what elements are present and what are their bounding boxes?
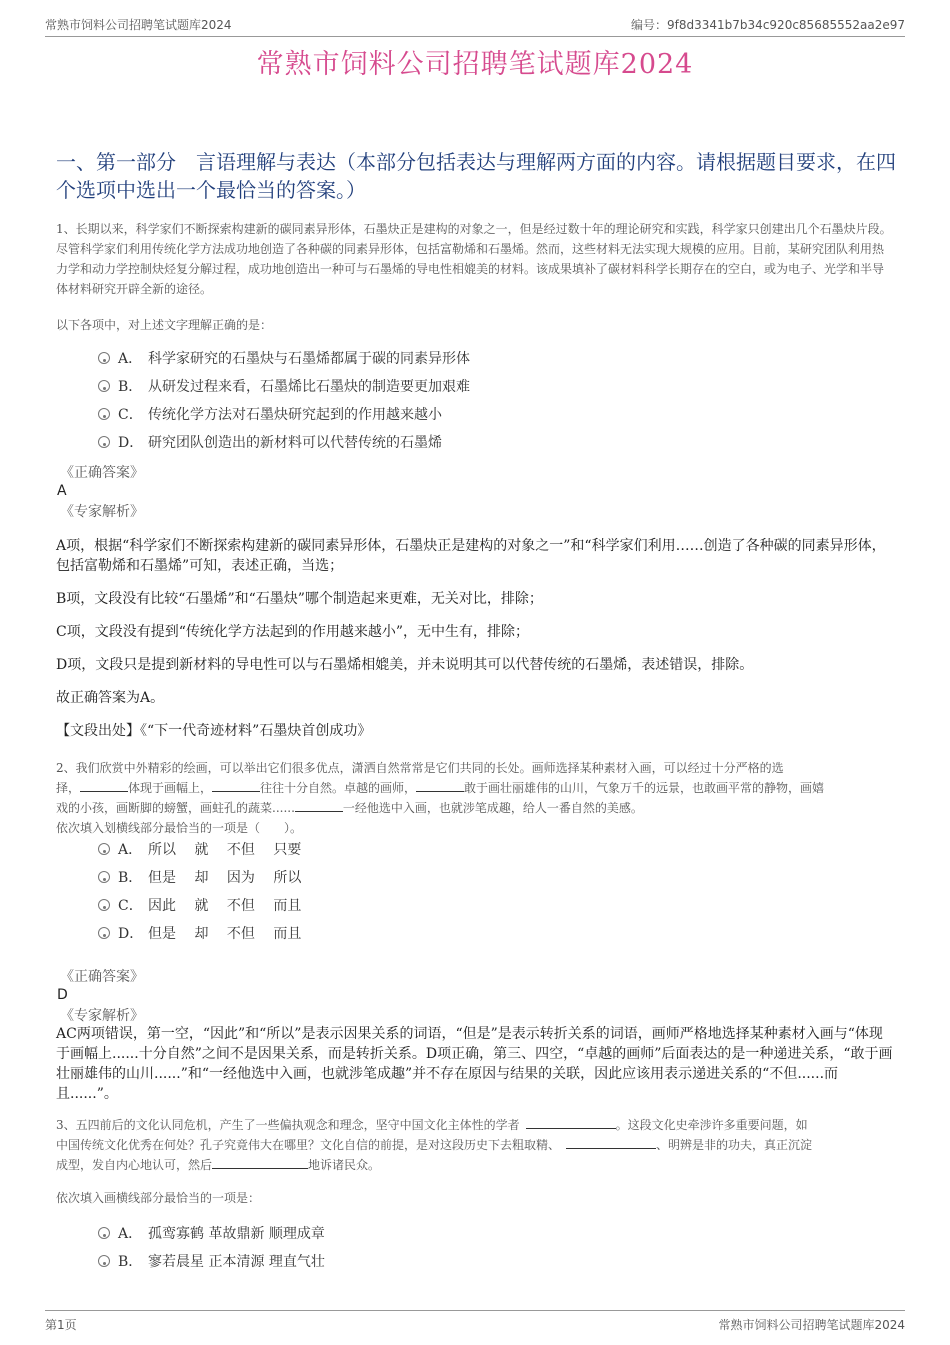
option-letter: A． <box>118 1226 143 1242</box>
option-letter: A． <box>118 842 143 858</box>
radio-icon[interactable] <box>98 436 110 448</box>
blank-line <box>212 779 260 792</box>
option-text: 孤鸾寡鹤 革故鼎新 顺理成章 <box>148 1226 325 1242</box>
q3-option-a[interactable] <box>98 1224 325 1244</box>
option-text: 科学家研究的石墨炔与石墨烯都属于碳的同素异形体 <box>148 351 470 367</box>
q2-stem-part: 体现于画幅上， <box>128 781 213 795</box>
option-text: 因此 就 不但 而且 <box>148 898 302 914</box>
option-letter: C． <box>118 407 143 423</box>
option-text: 传统化学方法对石墨炔研究起到的作用越来越小 <box>148 407 442 423</box>
radio-icon[interactable] <box>98 1227 110 1239</box>
question-3-stem <box>56 1115 894 1175</box>
radio-icon[interactable] <box>98 1255 110 1267</box>
option-text: 寥若晨星 正本清源 理直气壮 <box>148 1254 325 1270</box>
footer-doc-title: 常熟市饲料公司招聘笔试题库2024 <box>718 1318 905 1332</box>
q2-stem-part: 2、我们欣赏中外精彩的绘画，可以举出它们很多优点，潇洒自然常常是它们共同的长处。画师选择某种素材入画，可以经过十分严格的选 <box>56 761 784 775</box>
q1-option-a[interactable] <box>98 349 470 369</box>
option-letter: B． <box>118 379 143 395</box>
q2-analysis: AC两项错误，第一空，“因此”和“所以”是表示因果关系的词语，“但是”是表示转折关系的词语，画师严格地选择某种素材入画与“体现于画幅上......十分自然”之间不是因果关系，而是转折关系。D项正确，第三、四空，“卓越的画师”后面表达的是一种递进关系，“敢于画壮丽雄伟的山川......”和“一经他选中入画，也就涉笔成趣”并不存在原因与结果的关联，因此应该用表示递进关系的“不但......而且......”。 <box>56 1026 893 1102</box>
blank-line <box>212 1156 308 1169</box>
header-doc-title: 常熟市饲料公司招聘笔试题库2024 <box>45 18 232 32</box>
option-text: 所以 就 不但 只要 <box>148 842 302 858</box>
page-header <box>45 14 905 37</box>
blank-line <box>80 779 128 792</box>
q1-analysis-b: B项，文段没有比较“石墨烯”和“石墨炔”哪个制造起来更难，无关对比，排除； <box>56 591 543 607</box>
q1-option-c[interactable] <box>98 405 442 425</box>
radio-icon[interactable] <box>98 352 110 364</box>
header-doc-id: 编号：9f8d3341b7b34c920c85685552aa2e97 <box>631 18 905 32</box>
q3-stem-part: 3、五四前后的文化认同危机，产生了一些偏执观念和理念，坚守中国文化主体性的学者 <box>56 1118 520 1132</box>
radio-icon[interactable] <box>98 408 110 420</box>
section-heading: 一、第一部分 言语理解与表达（本部分包括表达与理解两方面的内容。请根据题目要求，在四个选项中选出一个最恰当的答案。） <box>56 150 896 202</box>
q3-option-b[interactable] <box>98 1252 325 1272</box>
q2-option-b[interactable] <box>98 868 301 888</box>
q2-option-d[interactable] <box>98 924 301 944</box>
radio-icon[interactable] <box>98 871 110 883</box>
q2-answer-label: 《正确答案》 <box>60 969 144 985</box>
q1-analysis-c: C项，文段没有提到“传统化学方法起到的作用越来越小”，无中生有，排除； <box>56 624 530 640</box>
q1-analysis-d: D项，文段只是提到新材料的导电性可以与石墨烯相媲美，并未说明其可以代替传统的石墨烯，表述错误，排除。 <box>56 657 754 673</box>
q2-stem-part: 往往十分自然。卓越的画师， <box>260 781 417 795</box>
option-text: 但是 却 因为 所以 <box>148 870 302 886</box>
blank-line <box>526 1116 616 1129</box>
blank-line <box>295 799 343 812</box>
q3-stem-part: 。这段文化史牵涉许多重要问题，如 <box>615 1118 808 1132</box>
option-letter: B． <box>118 1254 143 1270</box>
blank-line <box>416 779 464 792</box>
option-text: 从研发过程来看，石墨烯比石墨炔的制造要更加艰难 <box>148 379 470 395</box>
blank-line <box>566 1136 656 1149</box>
q2-stem-part: 戏的小孩，画断脚的螃蟹，画蛀孔的蔬菜...... <box>56 801 295 815</box>
option-letter: A． <box>118 351 143 367</box>
question-1-prompt: 以下各项中，对上述文字理解正确的是： <box>56 318 273 332</box>
option-text: 但是 却 不但 而且 <box>148 926 302 942</box>
q3-stem-part: 中国传统文化优秀在何处？孔子究竟伟大在哪里？文化自信的前提，是对这段历史下去粗取精、 <box>56 1138 561 1152</box>
q1-conclusion: 故正确答案为A。 <box>56 690 165 706</box>
page-number: 第1页 <box>45 1318 77 1332</box>
question-2-prompt: 依次填入划横线部分最恰当的一项是（ ）。 <box>56 821 303 835</box>
page-title: 常熟市饲料公司招聘笔试题库2024 <box>256 49 694 80</box>
radio-icon[interactable] <box>98 843 110 855</box>
q2-option-a[interactable] <box>98 840 301 860</box>
q1-option-d[interactable] <box>98 433 442 453</box>
page-footer <box>45 1310 905 1335</box>
radio-icon[interactable] <box>98 899 110 911</box>
q1-option-b[interactable] <box>98 377 470 397</box>
radio-icon[interactable] <box>98 380 110 392</box>
q3-stem-part: 地诉诸民众。 <box>308 1158 381 1172</box>
radio-icon[interactable] <box>98 927 110 939</box>
q2-analysis-label: 《专家解析》 <box>60 1008 144 1024</box>
option-letter: D． <box>118 926 144 942</box>
q2-answer: D <box>57 987 68 1003</box>
question-1-stem: 1、长期以来，科学家们不断探索构建新的碳同素异形体，石墨炔正是建构的对象之一，但是经过数十年的理论研究和实践，科学家只创建出几个石墨炔片段。尽管科学家们利用传统化学方法成功地创造了各种碳的同素异形体，包括富勒烯和石墨烯。然而，这些材料无法实现大规模的应用。目前，某研究团队利用热力学和动力学控制炔烃复分解过程，成功地创造出一种可与石墨烯的导电性相媲美的材料。该成果填补了碳材料科学长期存在的空白，或为电子、光学和半导体材料研究开辟全新的途径。 <box>56 222 892 296</box>
q1-analysis-a: A项，根据“科学家们不断探索构建新的碳同素异形体，石墨炔正是建构的对象之一”和“科学家们利用……创造了各种碳的同素异形体，包括富勒烯和石墨烯”可知，表述正确，当选； <box>56 538 886 574</box>
q1-source: 【文段出处】《“下一代奇迹材料”石墨炔首创成功》 <box>56 723 372 739</box>
q1-analysis-label: 《专家解析》 <box>60 504 144 520</box>
option-letter: B． <box>118 870 143 886</box>
q3-stem-part: 、明辨是非的功夫，真正沉淀 <box>656 1138 813 1152</box>
question-2-stem <box>56 758 894 818</box>
option-letter: C． <box>118 898 143 914</box>
option-letter: D． <box>118 435 144 451</box>
q1-answer: A <box>57 483 67 499</box>
q3-stem-part: 成型，发自内心地认可，然后 <box>56 1158 213 1172</box>
option-text: 研究团队创造出的新材料可以代替传统的石墨烯 <box>148 435 442 451</box>
q2-stem-part: 择， <box>56 781 81 795</box>
q1-answer-label: 《正确答案》 <box>60 465 144 481</box>
q2-stem-part: 敢于画壮丽雄伟的山川，气象万千的远景，也敢画平常的静物，画嬉 <box>464 781 825 795</box>
q2-stem-part: 一经他选中入画，也就涉笔成趣，给人一番自然的美感。 <box>342 801 643 815</box>
q2-option-c[interactable] <box>98 896 301 916</box>
question-3-prompt: 依次填入画横线部分最恰当的一项是： <box>56 1191 261 1205</box>
